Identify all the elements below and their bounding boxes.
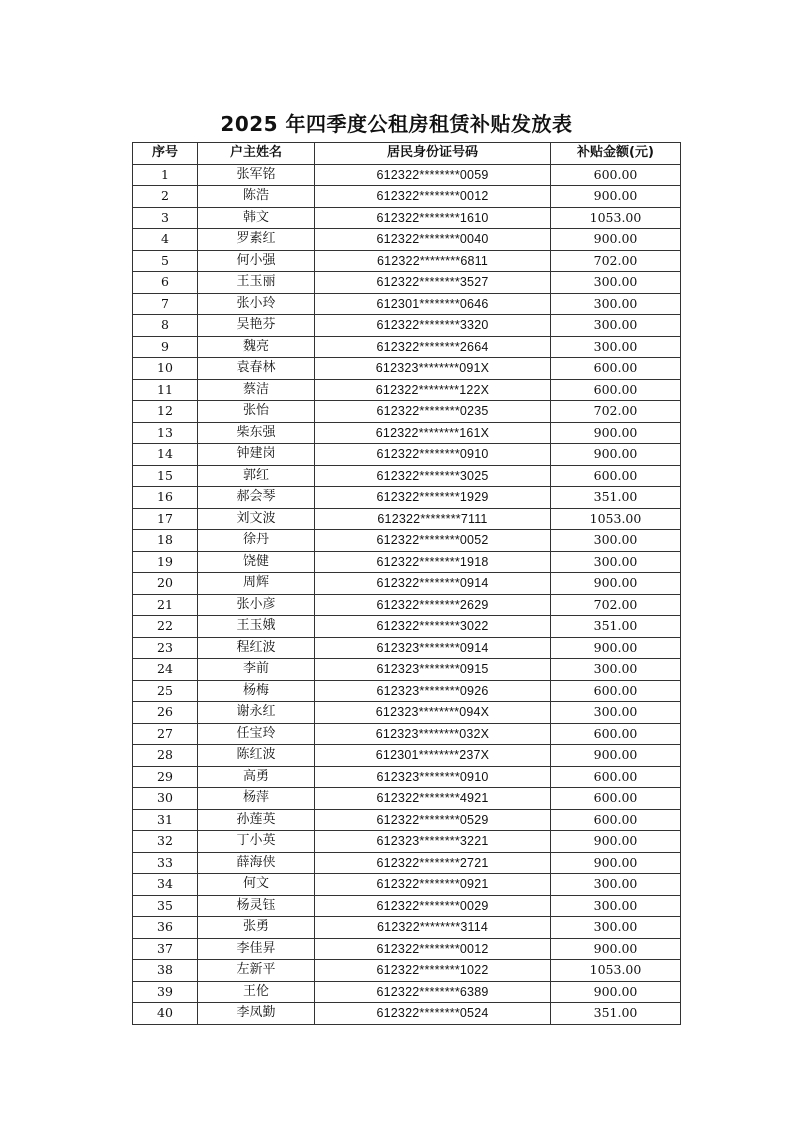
cell-id-number: 612322********0921: [315, 874, 551, 896]
cell-amount: 300.00: [551, 551, 681, 573]
cell-amount: 300.00: [551, 874, 681, 896]
table-row: [133, 444, 681, 466]
cell-amount: 900.00: [551, 573, 681, 595]
cell-name: 陈浩: [198, 186, 315, 208]
cell-seq: 31: [133, 809, 198, 831]
cell-amount: 351.00: [551, 1003, 681, 1025]
cell-amount: 600.00: [551, 680, 681, 702]
cell-amount: 300.00: [551, 336, 681, 358]
cell-id-number: 612322********3320: [315, 315, 551, 337]
table-row: [133, 659, 681, 681]
cell-name: 何小强: [198, 250, 315, 272]
cell-id-number: 612322********1022: [315, 960, 551, 982]
table-row: [133, 401, 681, 423]
cell-name: 张勇: [198, 917, 315, 939]
cell-seq: 15: [133, 465, 198, 487]
cell-seq: 30: [133, 788, 198, 810]
table-row: [133, 981, 681, 1003]
page-title: 2025 年四季度公租房租赁补贴发放表: [220, 112, 573, 136]
header-name: 户主姓名: [198, 143, 315, 165]
cell-name: 王玉丽: [198, 272, 315, 294]
cell-seq: 5: [133, 250, 198, 272]
cell-amount: 702.00: [551, 250, 681, 272]
table-row: [133, 164, 681, 186]
table-row: [133, 723, 681, 745]
cell-name: 郝会琴: [198, 487, 315, 509]
cell-amount: 1053.00: [551, 207, 681, 229]
cell-amount: 900.00: [551, 444, 681, 466]
cell-seq: 11: [133, 379, 198, 401]
cell-id-number: 612322********0012: [315, 186, 551, 208]
cell-id-number: 612322********3527: [315, 272, 551, 294]
cell-id-number: 612322********6389: [315, 981, 551, 1003]
cell-id-number: 612323********091X: [315, 358, 551, 380]
cell-name: 刘文波: [198, 508, 315, 530]
table-row: [133, 680, 681, 702]
cell-id-number: 612323********0914: [315, 637, 551, 659]
cell-id-number: 612323********0910: [315, 766, 551, 788]
table-row: [133, 809, 681, 831]
table-row: [133, 766, 681, 788]
cell-id-number: 612323********094X: [315, 702, 551, 724]
cell-name: 杨萍: [198, 788, 315, 810]
subsidy-table: [132, 142, 681, 1025]
cell-id-number: 612322********0040: [315, 229, 551, 251]
table-row: [133, 938, 681, 960]
cell-id-number: 612322********2721: [315, 852, 551, 874]
cell-seq: 40: [133, 1003, 198, 1025]
table-row: [133, 874, 681, 896]
table-row: [133, 573, 681, 595]
cell-name: 张小彦: [198, 594, 315, 616]
cell-amount: 900.00: [551, 852, 681, 874]
cell-id-number: 612322********6811: [315, 250, 551, 272]
cell-amount: 300.00: [551, 659, 681, 681]
cell-id-number: 612322********1918: [315, 551, 551, 573]
cell-seq: 33: [133, 852, 198, 874]
cell-id-number: 612322********0059: [315, 164, 551, 186]
cell-amount: 702.00: [551, 401, 681, 423]
cell-amount: 300.00: [551, 315, 681, 337]
cell-id-number: 612322********1610: [315, 207, 551, 229]
cell-name: 钟建岗: [198, 444, 315, 466]
cell-id-number: 612322********2664: [315, 336, 551, 358]
table-row: [133, 594, 681, 616]
table-row: [133, 960, 681, 982]
cell-name: 郭红: [198, 465, 315, 487]
table-row: [133, 293, 681, 315]
cell-seq: 36: [133, 917, 198, 939]
cell-name: 杨梅: [198, 680, 315, 702]
cell-amount: 900.00: [551, 745, 681, 767]
table-body: [133, 164, 681, 1024]
cell-seq: 37: [133, 938, 198, 960]
table-row: [133, 530, 681, 552]
cell-name: 高勇: [198, 766, 315, 788]
cell-seq: 35: [133, 895, 198, 917]
cell-amount: 300.00: [551, 293, 681, 315]
cell-amount: 900.00: [551, 422, 681, 444]
cell-seq: 28: [133, 745, 198, 767]
table-header-row: [133, 143, 681, 165]
cell-seq: 34: [133, 874, 198, 896]
cell-amount: 600.00: [551, 358, 681, 380]
cell-seq: 6: [133, 272, 198, 294]
cell-id-number: 612323********032X: [315, 723, 551, 745]
cell-amount: 600.00: [551, 766, 681, 788]
cell-id-number: 612322********4921: [315, 788, 551, 810]
table-row: [133, 207, 681, 229]
cell-seq: 32: [133, 831, 198, 853]
cell-id-number: 612323********3221: [315, 831, 551, 853]
cell-amount: 900.00: [551, 981, 681, 1003]
cell-name: 张怡: [198, 401, 315, 423]
cell-name: 任宝玲: [198, 723, 315, 745]
cell-seq: 24: [133, 659, 198, 681]
cell-seq: 8: [133, 315, 198, 337]
cell-name: 魏亮: [198, 336, 315, 358]
table-row: [133, 637, 681, 659]
cell-amount: 351.00: [551, 616, 681, 638]
cell-amount: 600.00: [551, 465, 681, 487]
header-amount: 补贴金额(元): [551, 143, 681, 165]
table-row: [133, 1003, 681, 1025]
cell-amount: 900.00: [551, 637, 681, 659]
cell-name: 丁小英: [198, 831, 315, 853]
cell-name: 谢永红: [198, 702, 315, 724]
table-row: [133, 379, 681, 401]
cell-id-number: 612301********0646: [315, 293, 551, 315]
table-row: [133, 336, 681, 358]
cell-seq: 13: [133, 422, 198, 444]
table-row: [133, 895, 681, 917]
cell-seq: 12: [133, 401, 198, 423]
cell-name: 韩文: [198, 207, 315, 229]
cell-seq: 7: [133, 293, 198, 315]
cell-seq: 9: [133, 336, 198, 358]
cell-seq: 3: [133, 207, 198, 229]
cell-seq: 18: [133, 530, 198, 552]
cell-seq: 27: [133, 723, 198, 745]
cell-seq: 4: [133, 229, 198, 251]
cell-id-number: 612322********0914: [315, 573, 551, 595]
cell-seq: 20: [133, 573, 198, 595]
cell-seq: 1: [133, 164, 198, 186]
cell-name: 孙莲英: [198, 809, 315, 831]
table-row: [133, 358, 681, 380]
table-row: [133, 229, 681, 251]
table-row: [133, 788, 681, 810]
table-row: [133, 272, 681, 294]
cell-name: 李前: [198, 659, 315, 681]
cell-name: 王伦: [198, 981, 315, 1003]
cell-name: 周辉: [198, 573, 315, 595]
cell-id-number: 612322********161X: [315, 422, 551, 444]
cell-seq: 17: [133, 508, 198, 530]
cell-amount: 600.00: [551, 788, 681, 810]
cell-name: 张小玲: [198, 293, 315, 315]
table-row: [133, 508, 681, 530]
cell-name: 程红波: [198, 637, 315, 659]
cell-name: 袁春林: [198, 358, 315, 380]
cell-amount: 1053.00: [551, 960, 681, 982]
cell-seq: 39: [133, 981, 198, 1003]
cell-seq: 26: [133, 702, 198, 724]
cell-name: 左新平: [198, 960, 315, 982]
cell-seq: 14: [133, 444, 198, 466]
cell-amount: 900.00: [551, 186, 681, 208]
table-row: [133, 465, 681, 487]
cell-id-number: 612322********0029: [315, 895, 551, 917]
cell-id-number: 612322********7111: [315, 508, 551, 530]
cell-amount: 300.00: [551, 895, 681, 917]
cell-seq: 23: [133, 637, 198, 659]
cell-amount: 900.00: [551, 831, 681, 853]
cell-amount: 702.00: [551, 594, 681, 616]
cell-id-number: 612322********122X: [315, 379, 551, 401]
cell-id-number: 612322********0052: [315, 530, 551, 552]
cell-id-number: 612322********0235: [315, 401, 551, 423]
table-row: [133, 702, 681, 724]
cell-name: 吴艳芬: [198, 315, 315, 337]
cell-seq: 10: [133, 358, 198, 380]
cell-name: 王玉娥: [198, 616, 315, 638]
cell-amount: 600.00: [551, 723, 681, 745]
header-seq: 序号: [133, 143, 198, 165]
cell-id-number: 612322********0529: [315, 809, 551, 831]
cell-seq: 2: [133, 186, 198, 208]
cell-amount: 300.00: [551, 917, 681, 939]
cell-name: 张军铭: [198, 164, 315, 186]
cell-amount: 1053.00: [551, 508, 681, 530]
cell-seq: 21: [133, 594, 198, 616]
cell-amount: 600.00: [551, 809, 681, 831]
cell-id-number: 612322********3022: [315, 616, 551, 638]
cell-name: 陈红波: [198, 745, 315, 767]
cell-name: 何文: [198, 874, 315, 896]
cell-amount: 600.00: [551, 379, 681, 401]
cell-seq: 22: [133, 616, 198, 638]
cell-name: 罗素红: [198, 229, 315, 251]
cell-amount: 900.00: [551, 229, 681, 251]
table-row: [133, 422, 681, 444]
cell-name: 杨灵钰: [198, 895, 315, 917]
cell-seq: 16: [133, 487, 198, 509]
cell-id-number: 612322********0524: [315, 1003, 551, 1025]
cell-amount: 600.00: [551, 164, 681, 186]
cell-amount: 351.00: [551, 487, 681, 509]
table-row: [133, 745, 681, 767]
table-row: [133, 186, 681, 208]
cell-amount: 300.00: [551, 272, 681, 294]
cell-amount: 900.00: [551, 938, 681, 960]
cell-id-number: 612322********3114: [315, 917, 551, 939]
table-row: [133, 551, 681, 573]
cell-id-number: 612323********0915: [315, 659, 551, 681]
cell-seq: 29: [133, 766, 198, 788]
table-row: [133, 616, 681, 638]
table-row: [133, 852, 681, 874]
cell-amount: 300.00: [551, 702, 681, 724]
table-row: [133, 250, 681, 272]
cell-id-number: 612322********2629: [315, 594, 551, 616]
cell-name: 柴东强: [198, 422, 315, 444]
cell-id-number: 612323********0926: [315, 680, 551, 702]
cell-seq: 19: [133, 551, 198, 573]
table-row: [133, 487, 681, 509]
header-id: 居民身份证号码: [315, 143, 551, 165]
cell-id-number: 612322********0910: [315, 444, 551, 466]
cell-seq: 38: [133, 960, 198, 982]
cell-id-number: 612322********1929: [315, 487, 551, 509]
cell-name: 李佳昇: [198, 938, 315, 960]
cell-name: 饶健: [198, 551, 315, 573]
cell-id-number: 612322********3025: [315, 465, 551, 487]
cell-name: 李凤勤: [198, 1003, 315, 1025]
table-row: [133, 917, 681, 939]
table-row: [133, 315, 681, 337]
cell-id-number: 612301********237X: [315, 745, 551, 767]
table-row: [133, 831, 681, 853]
cell-name: 薛海侠: [198, 852, 315, 874]
cell-name: 蔡洁: [198, 379, 315, 401]
cell-id-number: 612322********0012: [315, 938, 551, 960]
cell-seq: 25: [133, 680, 198, 702]
cell-name: 徐丹: [198, 530, 315, 552]
cell-amount: 300.00: [551, 530, 681, 552]
